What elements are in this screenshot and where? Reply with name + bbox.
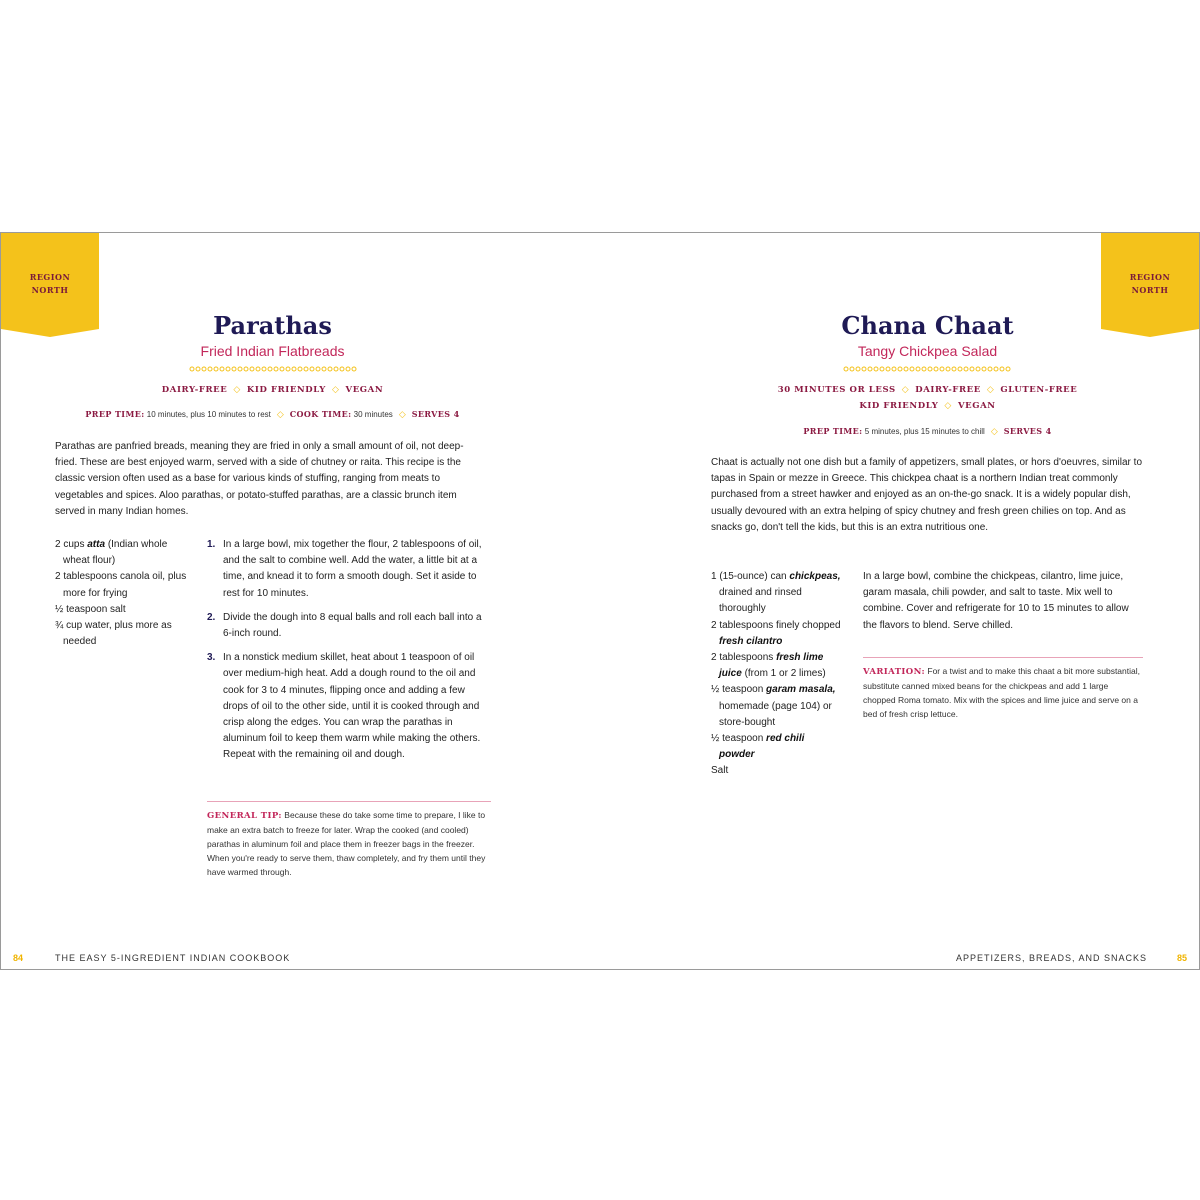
divider-dot	[202, 367, 206, 371]
ingredient-pre: Salt	[711, 765, 729, 777]
recipe-subtitle: Tangy Chickpea Salad	[857, 343, 998, 359]
divider-dot	[982, 367, 986, 371]
divider-dot	[298, 367, 302, 371]
ingredient-bold: red chili powder	[719, 733, 805, 761]
dot-divider-icon	[843, 365, 1013, 373]
divider-dot	[328, 367, 332, 371]
ingredient-item	[55, 618, 195, 650]
recipe-meta: PREP TIME: 10 minutes, plus 10 minutes to rest ◇ COOK TIME: 30 minutes ◇ SERVES 4	[85, 409, 460, 419]
divider-dot	[220, 367, 224, 371]
divider-dot	[274, 367, 278, 371]
divider-dot	[850, 367, 854, 371]
ingredient-pre: ½ teaspoon	[711, 684, 767, 696]
step-text: Divide the dough into 8 equal balls and roll each ball into a 6-inch round.	[223, 611, 482, 640]
recipe-intro: Parathas are panfried breads, meaning they are fried in only a small amount of oil, not deep-fried. These are best enjoyed warm, served with a side of chutney or raita. This recipe is the classic version often used as a base for various kinds of stuffing, ranging from meats to vegetables and spices. Aloo parathas, or potato-stuffed parathas, are a classic brunch item served in many Indian homes.	[55, 441, 464, 517]
ingredient-pre: ½ teaspoon	[711, 733, 767, 745]
page-number: 85	[1176, 953, 1187, 963]
divider-dot	[964, 367, 968, 371]
step-text: In a large bowl, mix together the flour, 2 tablespoons of oil, and the salt to combine well. Add the water, a little bit at a time, and knead it to form a smooth dough. Set it aside to rest for 10 minutes.	[223, 539, 482, 599]
method-steps	[207, 537, 491, 772]
divider-dot	[322, 367, 326, 371]
method-step	[207, 610, 491, 642]
step-number: 2.	[207, 611, 216, 623]
divider-dot	[934, 367, 938, 371]
ingredient-item	[711, 763, 841, 779]
serves-label: SERVES 4	[1003, 426, 1052, 436]
prep-time-label: PREP TIME:	[85, 409, 145, 419]
divider-dot	[946, 367, 950, 371]
divider-dot	[262, 367, 266, 371]
recipe-title: Chana Chaat	[841, 311, 1014, 340]
ingredient-bold: atta	[87, 539, 106, 550]
divider-dot	[874, 367, 878, 371]
prep-time-label: PREP TIME:	[803, 426, 863, 436]
variation-label: VARIATION:	[863, 667, 926, 677]
running-footer: THE EASY 5-INGREDIENT INDIAN COOKBOOK	[55, 953, 291, 963]
ingredient-pre: 2 tablespoons finely chopped	[711, 619, 841, 631]
ingredient-post: homemade (page 104) or store-bought	[719, 700, 832, 728]
divider-dot	[250, 367, 254, 371]
divider-dot	[952, 367, 956, 371]
divider-dot	[958, 367, 962, 371]
badge-label: REGION	[29, 272, 71, 282]
tag: VEGAN	[345, 385, 384, 395]
divider-dot	[280, 367, 284, 371]
tag: GLUTEN-FREE	[1000, 385, 1078, 395]
tip-label: GENERAL TIP:	[207, 811, 282, 821]
divider-dot	[1006, 367, 1010, 371]
divider-dot	[928, 367, 932, 371]
ingredient-pre: 2 tablespoons canola oil, plus more for frying	[55, 571, 187, 599]
badge-label: REGION	[1129, 272, 1171, 282]
diet-tags: 30 MINUTES OR LESS ◇ DAIRY-FREE ◇ GLUTEN-FREE	[777, 385, 1078, 395]
divider-dot	[856, 367, 860, 371]
prep-time-value: 10 minutes, plus 10 minutes to rest	[146, 410, 271, 419]
method-step	[207, 650, 491, 763]
divider-dot	[292, 367, 296, 371]
divider-dot	[862, 367, 866, 371]
divider-dot	[994, 367, 998, 371]
cookbook-spread	[0, 232, 1200, 970]
ingredient-item	[55, 569, 195, 601]
divider-dot	[898, 367, 902, 371]
divider-dot	[346, 367, 350, 371]
ingredient-pre: 2 tablespoons	[711, 652, 777, 664]
ingredient-bold: garam masala,	[766, 684, 836, 696]
divider-dot	[244, 367, 248, 371]
divider-dot	[904, 367, 908, 371]
divider-dot	[976, 367, 980, 371]
divider-dot	[238, 367, 242, 371]
badge-region: NORTH	[1131, 285, 1169, 295]
divider-dot	[310, 367, 314, 371]
divider-dot	[940, 367, 944, 371]
divider-dot	[844, 367, 848, 371]
ingredient-pre: 1 (15-ounce) can	[711, 571, 790, 582]
divider-dot	[886, 367, 890, 371]
divider-dot	[1000, 367, 1004, 371]
divider-dot	[256, 367, 260, 371]
cook-time-value: 30 minutes	[353, 410, 393, 419]
tag: 30 MINUTES OR LESS	[777, 385, 896, 395]
divider-dot	[892, 367, 896, 371]
ingredient-post: drained and rinsed thoroughly	[719, 587, 802, 615]
prep-time-value: 5 minutes, plus 15 minutes to chill	[864, 427, 985, 436]
dot-divider-icon	[189, 365, 359, 373]
ingredient-item	[711, 731, 841, 763]
divider-dot	[340, 367, 344, 371]
divider-dot	[268, 367, 272, 371]
step-number: 3.	[207, 652, 216, 664]
badge-region: NORTH	[31, 285, 69, 295]
ingredient-list	[55, 537, 195, 650]
general-tip	[207, 801, 491, 879]
ingredient-pre: 2 cups	[55, 539, 88, 550]
cook-time-label: COOK TIME:	[289, 409, 352, 419]
tip-text: Because these do take some time to prepare, I like to make an extra batch to freeze for later. Wrap the cooked (and cooled) parathas in aluminum foil and place them in freezer bags in the freezer. When you're ready to serve them, thaw completely, and fry them until they have warmed through.	[207, 810, 486, 877]
step-text: In a nonstick medium skillet, heat about 1 teaspoon of oil over medium-high heat. Add a dough round to the oil and cook for 3 to 4 minutes, flipping once and adding a few drops of oil to the other side, until it is cooked through and crisp along the edges. You can wrap the parathas in aluminum foil to keep them warm while making the others. Repeat with the remaining oil and dough.	[223, 652, 481, 761]
ingredient-list	[711, 569, 841, 780]
ingredient-bold: fresh cilantro	[719, 635, 783, 647]
divider-dot	[190, 367, 194, 371]
divider-dot	[868, 367, 872, 371]
divider-dot	[922, 367, 926, 371]
divider-dot	[304, 367, 308, 371]
recipe-meta: PREP TIME: 5 minutes, plus 15 minutes to chill ◇ SERVES 4	[803, 426, 1052, 436]
variation-text: For a twist and to make this chaat a bit more substantial, substitute canned mixed beans for the chickpeas and add 1 large chopped Roma tomato. Mix with the spices and lime juice and serve on a bed of fresh crisp lettuce.	[863, 666, 1140, 719]
divider-dot	[334, 367, 338, 371]
divider-dot	[352, 367, 356, 371]
ingredient-pre: ½ teaspoon salt	[55, 603, 126, 615]
divider-dot	[916, 367, 920, 371]
tag: VEGAN	[957, 401, 996, 411]
left-page	[1, 233, 600, 969]
right-page	[600, 233, 1199, 969]
serves-label: SERVES 4	[411, 409, 460, 419]
divider-dot	[970, 367, 974, 371]
ingredient-post: (from 1 or 2 limes)	[741, 668, 826, 680]
step-number: 1.	[207, 539, 216, 550]
tag: KID FRIENDLY	[859, 401, 939, 411]
tag: DAIRY-FREE	[161, 385, 228, 395]
ingredient-item	[55, 537, 195, 569]
recipe-title: Parathas	[213, 311, 332, 340]
ingredient-item	[711, 569, 841, 618]
method-step	[207, 537, 491, 602]
variation-tip	[863, 657, 1143, 721]
ingredient-pre: ¾ cup water, plus more as needed	[55, 620, 172, 648]
diet-tags-row2: KID FRIENDLY ◇ VEGAN	[859, 401, 996, 411]
ingredient-item	[711, 618, 841, 650]
divider-dot	[208, 367, 212, 371]
divider-dot	[880, 367, 884, 371]
ingredient-item	[55, 602, 195, 618]
divider-dot	[196, 367, 200, 371]
page-number: 84	[13, 953, 24, 963]
ingredient-item	[711, 650, 841, 682]
divider-dot	[316, 367, 320, 371]
divider-dot	[286, 367, 290, 371]
method-text: In a large bowl, combine the chickpeas, cilantro, lime juice, garam masala, chili powder, and salt to taste. Mix well to combine. Cover and refrigerate for 10 to 15 minutes to allow the flavors to blend. Serve chilled.	[863, 571, 1129, 631]
ingredient-post: (Indian whole wheat flour)	[63, 539, 168, 567]
divider-dot	[910, 367, 914, 371]
recipe-intro: Chaat is actually not one dish but a family of appetizers, small plates, or hors d'oeuvres, similar to tapas in Spain or mezze in Greece. This chickpea chaat is a northern Indian treat commonly purchased from a street hawker and enjoyed as an on-the-go snack. It is a widely popular dish, usually devoured with an extra helping of spicy chutney and fresh green chilies on top. And as snacks go, don't tell the kids, but this is an extra nutritious one.	[711, 457, 1143, 533]
divider-dot	[214, 367, 218, 371]
tag: KID FRIENDLY	[246, 385, 326, 395]
running-footer: APPETIZERS, BREADS, AND SNACKS	[955, 953, 1147, 963]
diet-tags: DAIRY-FREE ◇ KID FRIENDLY ◇ VEGAN	[161, 385, 384, 395]
divider-dot	[226, 367, 230, 371]
ingredient-bold: fresh lime juice	[719, 652, 824, 680]
ingredient-item	[711, 682, 841, 731]
recipe-subtitle: Fried Indian Flatbreads	[200, 343, 345, 359]
divider-dot	[232, 367, 236, 371]
tag: DAIRY-FREE	[915, 385, 981, 395]
divider-dot	[988, 367, 992, 371]
ingredient-bold: chickpeas,	[789, 571, 841, 582]
